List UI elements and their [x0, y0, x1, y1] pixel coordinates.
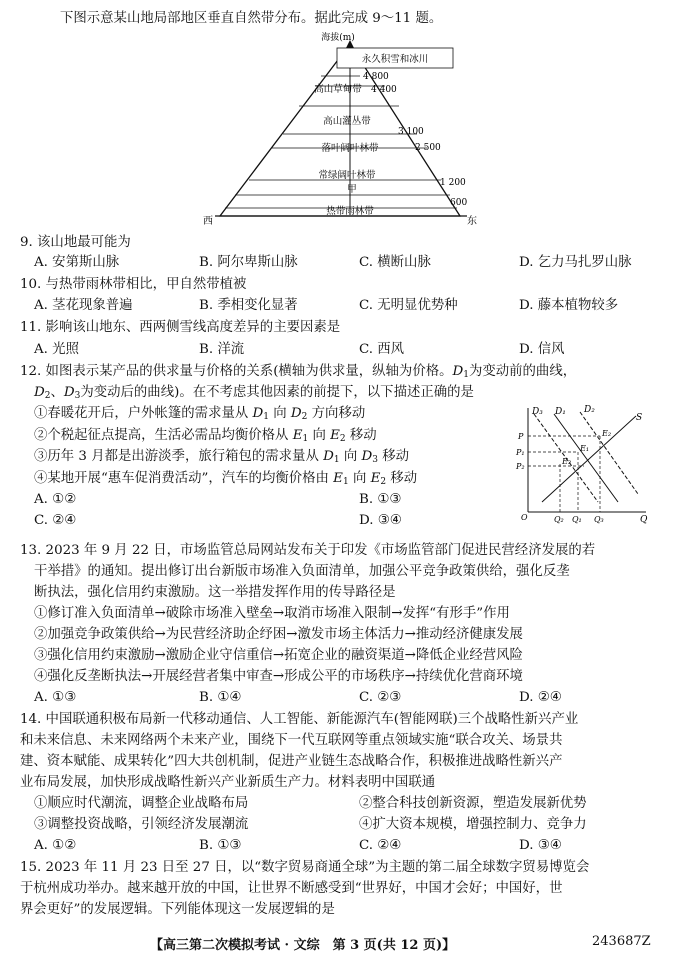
- q13-option-b[interactable]: B. ①④: [199, 690, 242, 705]
- altitude-axis-label: 海拔(m): [321, 33, 355, 43]
- zone-jia: 甲: [347, 184, 357, 195]
- zone-alpine-shrub: 高山灌丛带: [323, 116, 371, 127]
- east-label: 东: [467, 216, 477, 227]
- q9-option-a[interactable]: A. 安第斯山脉: [34, 255, 120, 270]
- graph-label-e1: E₁: [580, 444, 590, 453]
- q11-stem: 11. 影响该山地东、西两侧雪线高度差异的主要因素是: [20, 320, 341, 335]
- q14-option-d[interactable]: D. ③④: [519, 838, 562, 853]
- elev-600: 600: [450, 198, 468, 208]
- elev-2500: 2 500: [415, 143, 441, 153]
- q13-choice-1: ①修订准入负面清单→破除市场准入壁垒→取消市场准入限制→发挥“有形手”作用: [34, 606, 510, 621]
- q13-line3: 断执法，强化信用约束激励。这一举措发挥作用的传导路径是: [34, 585, 396, 600]
- q13-option-d[interactable]: D. ②④: [519, 690, 562, 705]
- q13-choice-4: ④强化反垄断执法→开展经营者集中审查→形成公平的市场秩序→持续优化营商环境: [34, 669, 523, 684]
- west-label: 西: [203, 216, 213, 227]
- q13-option-c[interactable]: C. ②③: [359, 690, 402, 705]
- q12-stem-line2: $D_2$、$D_3$为变动后的曲线)。在不考虑其他因素的前提下，以下描述正确的是: [34, 385, 474, 401]
- q9-stem: 9. 该山地最可能为: [20, 235, 131, 250]
- q10-option-d[interactable]: D. 藤本植物较多: [519, 298, 619, 313]
- q12-option-c[interactable]: C. ②④: [34, 513, 77, 528]
- q12-options-row2: [34, 511, 504, 531]
- graph-label-d1: D₁: [555, 407, 566, 417]
- mountain-zone-diagram: [195, 30, 495, 230]
- q12-choice-3: ③历年 3 月都是出游淡季，旅行箱包的需求量从 $D_1$ 向 $D_3$ 移动: [34, 449, 410, 465]
- graph-label-p2: P₂: [516, 462, 525, 471]
- q9-options: [34, 253, 664, 273]
- q12-stem-line1: 12. 如图表示某产品的供求量与价格的关系(横轴为供求量，纵轴为价格。$D_1$为变动前的曲线，: [20, 364, 577, 380]
- q13-choice-2: ②加强竞争政策供给→为民营经济助企纾困→激发市场主体活力→推动经济健康发展: [34, 627, 523, 642]
- graph-label-p1: P₁: [516, 448, 525, 457]
- q14-choices-row1: [34, 794, 664, 814]
- page-footer: [0, 934, 677, 958]
- q10-options: [34, 296, 664, 316]
- q14-option-c[interactable]: C. ②④: [359, 838, 402, 853]
- q9-option-c[interactable]: C. 横断山脉: [359, 255, 431, 270]
- graph-label-d3: D₃: [532, 407, 543, 417]
- supply-demand-graph: [512, 402, 652, 527]
- q11-option-d[interactable]: D. 信风: [519, 342, 565, 357]
- q14-line3: 建、资本赋能、成果转化”四大共创机制，促进产业链生态战略合作，积极推进战略性新兴产: [20, 754, 563, 769]
- q13-choice-3: ③强化信用约束激励→激励企业守信重信→拓宽企业的融资渠道→降低企业经营风险: [34, 648, 523, 663]
- graph-label-p: P: [518, 432, 524, 441]
- elev-4800: 4 800: [363, 72, 389, 82]
- elev-3100: 3 100: [398, 127, 424, 137]
- q13-options: [34, 688, 664, 708]
- footer-title: 【高三第二次模拟考试 · 文综 第 3 页(共 12 页)】: [150, 938, 456, 953]
- q13-line2: 干举措》的通知。提出修订出台新版市场准入负面清单，加强公平竞争政策供给，强化反垄: [34, 564, 570, 579]
- q14-choice-3: ③调整投资战略，引领经济发展潮流: [34, 817, 249, 832]
- zone-alpine-meadow: 高山草甸带: [314, 84, 362, 95]
- q10-option-b[interactable]: B. 季相变化显著: [199, 298, 298, 313]
- zone-evergreen: 常绿阔叶林带: [318, 170, 376, 181]
- graph-label-q1: Q₁: [572, 515, 582, 524]
- graph-label-s: S: [636, 413, 643, 423]
- q14-option-b[interactable]: B. ①③: [199, 838, 242, 853]
- q15-line1: 15. 2023 年 11 月 23 日至 27 日，以“数字贸易商通全球”为主题的第二届全球数字贸易博览会: [20, 860, 590, 875]
- q11-options: [34, 340, 664, 360]
- footer-code: 243687Z: [592, 934, 651, 949]
- q14-option-a[interactable]: A. ①②: [34, 838, 77, 853]
- graph-label-e3: E₃: [562, 457, 572, 466]
- q12-options-row1: [34, 490, 504, 510]
- q14-choice-1: ①顺应时代潮流，调整企业战略布局: [34, 796, 249, 811]
- zone-deciduous: 落叶阔叶林带: [321, 143, 379, 154]
- q14-line1: 14. 中国联通积极布局新一代移动通信、人工智能、新能源汽车(智能网联)三个战略性新兴产业: [20, 712, 579, 727]
- graph-label-e2: E₂: [602, 429, 612, 438]
- q14-choices-row2: [34, 815, 664, 835]
- q11-option-c[interactable]: C. 西风: [359, 342, 405, 357]
- q15-line3: 界会更好”的发展逻辑。下列能体现这一发展逻辑的是: [20, 902, 335, 917]
- q12-choice-2: ②个税起征点提高，生活必需品均衡价格从 $E_1$ 向 $E_2$ 移动: [34, 428, 377, 444]
- q12-choice-4: ④某地开展“惠车促消费活动”，汽车的均衡价格由 $E_1$ 向 $E_2$ 移动: [34, 471, 418, 487]
- graph-label-q2: Q₂: [554, 515, 564, 524]
- q14-choice-2: ②整合科技创新资源，塑造发展新优势: [359, 796, 587, 811]
- q13-line1: 13. 2023 年 9 月 22 日，市场监管总局网站发布关于印发《市场监管部门促进民营经济发展的若: [20, 543, 596, 558]
- q14-options: [34, 836, 664, 856]
- q14-line2: 和未来信息、未来网络两个未来产业，围绕下一代互联网等重点领域实施“联合攻关、场景共: [20, 733, 563, 748]
- q15-line2: 于杭州成功举办。越来越开放的中国，让世界不断感受到“世界好，中国才会好；中国好，世: [20, 881, 563, 896]
- q12-option-a[interactable]: A. ①②: [34, 492, 77, 507]
- q12-choice-1: ①春暖花开后，户外帐篷的需求量从 $D_1$ 向 $D_2$ 方向移动: [34, 406, 366, 422]
- q9-option-b[interactable]: B. 阿尔卑斯山脉: [199, 255, 298, 270]
- q11-option-a[interactable]: A. 光照: [34, 342, 79, 357]
- graph-label-q3: Q₃: [594, 515, 604, 524]
- graph-label-o: O: [521, 513, 528, 522]
- elev-1200: 1 200: [440, 178, 466, 188]
- q14-line4: 业布局发展，加快形成战略性新兴产业新质生产力。材料表明中国联通: [20, 775, 436, 790]
- elev-4400: 4 400: [371, 85, 397, 95]
- intro-text: 下图示意某山地局部地区垂直自然带分布。据此完成 9～11 题。: [60, 11, 443, 26]
- graph-label-d2: D₂: [584, 405, 595, 415]
- q12-option-d[interactable]: D. ③④: [359, 513, 402, 528]
- q14-choice-4: ④扩大资本规模，增强控制力、竞争力: [359, 817, 587, 832]
- graph-label-q: Q: [640, 515, 648, 525]
- q9-option-d[interactable]: D. 乞力马扎罗山脉: [519, 255, 632, 270]
- q12-option-b[interactable]: B. ①③: [359, 492, 402, 507]
- zone-rainforest: 热带雨林带: [326, 206, 374, 217]
- q11-option-b[interactable]: B. 洋流: [199, 342, 245, 357]
- q10-option-a[interactable]: A. 茎花现象普遍: [34, 298, 133, 313]
- q10-option-c[interactable]: C. 无明显优势种: [359, 298, 458, 313]
- zone-snow: 永久积雪和冰川: [361, 54, 429, 65]
- q13-option-a[interactable]: A. ①③: [34, 690, 77, 705]
- q10-stem: 10. 与热带雨林带相比，甲自然带植被: [20, 277, 247, 292]
